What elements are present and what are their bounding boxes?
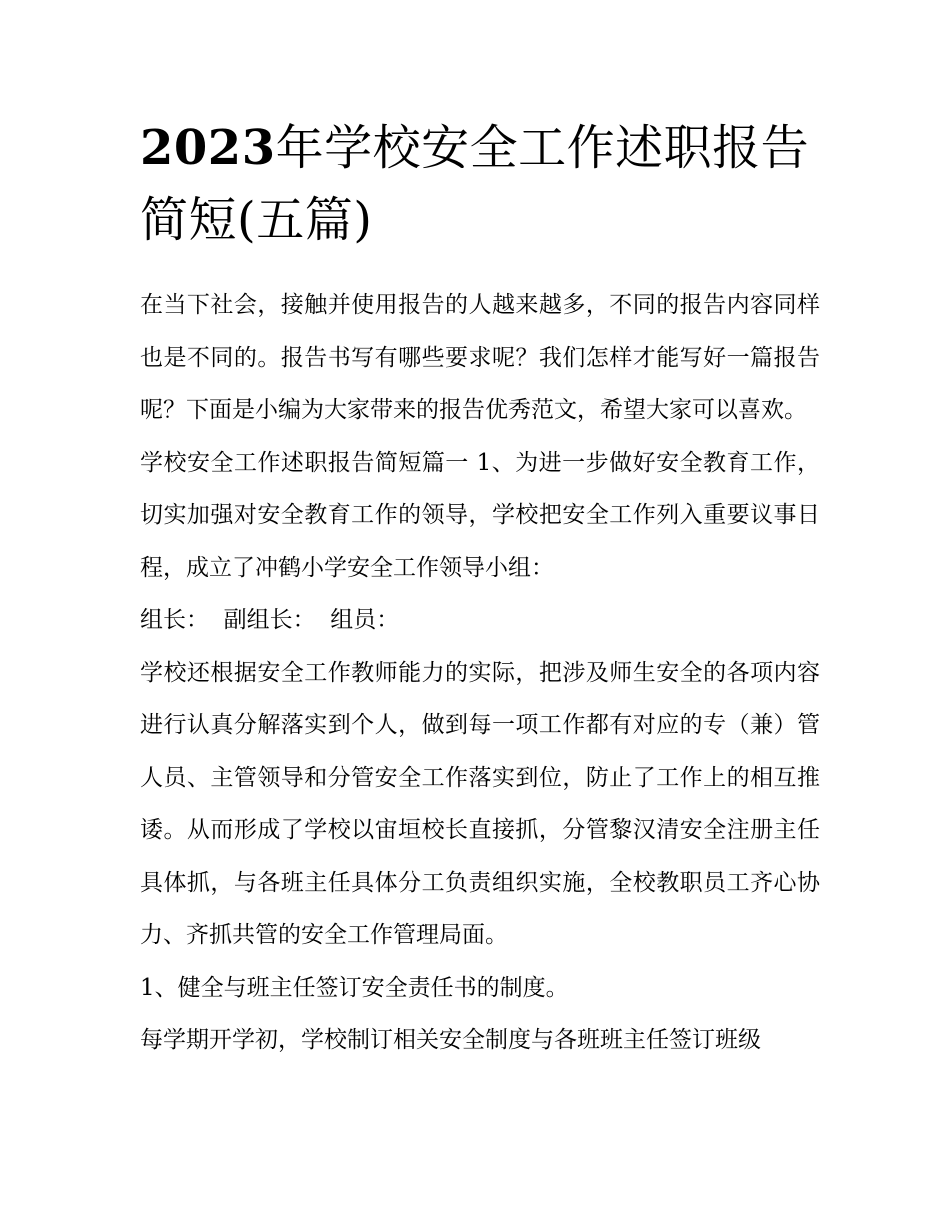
document-title — [140, 112, 820, 256]
title-year: 2023 — [140, 120, 276, 176]
responsibility-paragraph: 学校还根据安全工作教师能力的实际，把涉及师生安全的各项内容进行认真分解落实到个人，做到每一项工作都有对应的专（兼）管人员、主管领导和分管安全工作落实到位，防止了工作上的相互推诿。从而形成了学校以宙垣校长直接抓，分管黎汉清安全注册主任具体抓，与各班主任具体分工负责组织实施，全校教职员工齐心协力、齐抓共管的安全工作管理局面。 — [140, 659, 820, 948]
group-members-line: 组长： 副组长： 组员： — [140, 607, 400, 633]
section-one-paragraph: 学校安全工作述职报告简短篇一 1、为进一步做好安全教育工作，切实加强对安全教育工作的领导，学校把安全工作列入重要议事日程，成立了冲鹤小学安全工作领导小组： — [140, 449, 820, 581]
semester-paragraph: 每学期开学初，学校制订相关安全制度与各班班主任签订班级 — [140, 1027, 761, 1053]
list-item-paragraph: 1、健全与班主任签订安全责任书的制度。 — [140, 974, 569, 1001]
title-text: 年学校安全工作述职报告简短(五篇) — [140, 120, 810, 248]
intro-paragraph: 在当下社会，接触并使用报告的人越来越多，不同的报告内容同样也是不同的。报告书写有哪些要求呢？我们怎样才能写好一篇报告呢？下面是小编为大家带来的报告优秀范文，希望大家可以喜欢。 — [140, 292, 820, 423]
document-body — [140, 279, 820, 1067]
